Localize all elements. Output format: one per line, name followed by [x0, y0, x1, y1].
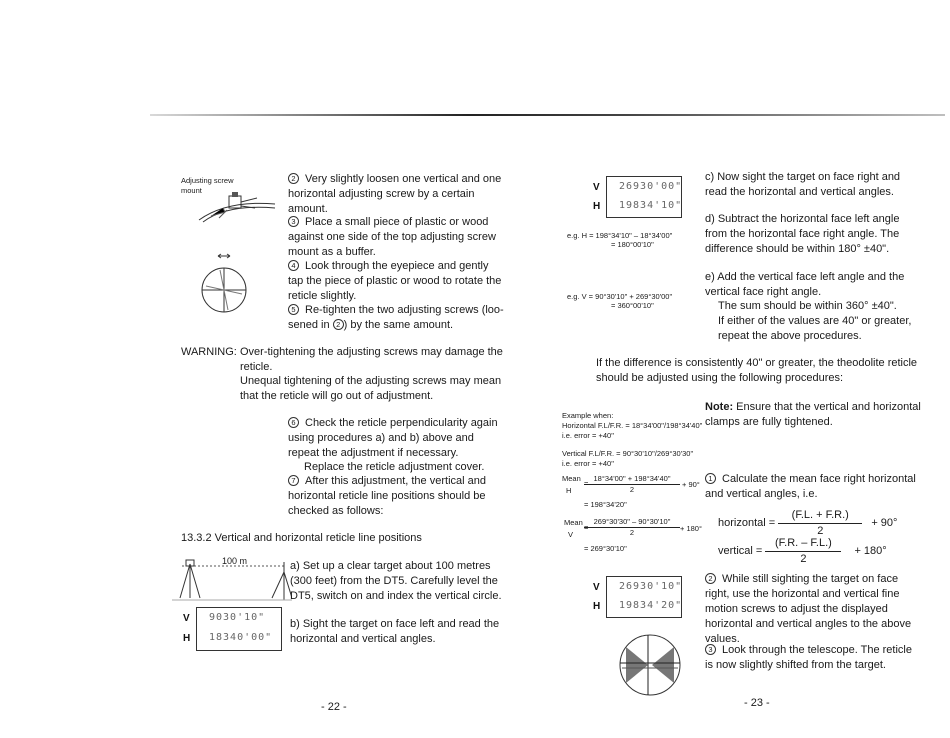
- section-heading: 13.3.2 Vertical and horizontal reticle line positions: [181, 532, 422, 544]
- lcd-display-adjusted: V 26930'10" H 19834'20": [606, 576, 682, 618]
- note-label: Note:: [705, 401, 734, 413]
- step-number-4: 4: [288, 260, 299, 271]
- formula-vertical: vertical = $\frac{(F.R. - F.L.)}{2}$ + 180°: [718, 537, 887, 565]
- step-number-3-right: 3: [705, 644, 716, 655]
- mean-v-axis: V: [568, 530, 574, 539]
- telescope-view-diagram: [618, 633, 682, 697]
- right-step-3: 3 Look through the telescope. The reticle is now slightly shifted from the target.: [705, 644, 912, 671]
- left-step-6-cover: Replace the reticle adjustment cover.: [304, 461, 485, 473]
- lcd-display-face-right: V 26930'00" H 19834'10": [606, 176, 682, 218]
- right-step-2: 2 While still sighting the target on face right, use the horizontal and vertical fine motion screws to adjust the displayed horizontal and vertical angles to the above values.: [705, 573, 912, 645]
- left-step-3: 3 Place a small piece of plastic or wood against one side of the top adjusting screw mount as a buffer.: [288, 216, 496, 258]
- warning-label: WARNING:: [181, 346, 237, 358]
- fig-label-adjusting-screw: Adjusting screw mount: [181, 176, 234, 195]
- step-number-5: 5: [288, 304, 299, 315]
- top-rule: [150, 114, 945, 116]
- left-step-5: 5 Re-tighten the two adjusting screws (loo- sened in 2 ) by the same amount.: [288, 304, 504, 331]
- mean-h-fraction: 18°34'00" + 198°34'40" 2: [584, 474, 680, 495]
- left-step-6: 6 Check the reticle perpendicularity again using procedures a) and b) above and repeat the adjustment if necessary.: [288, 417, 498, 459]
- mean-v-fraction: 269°30'30" – 90°30'10" 2: [584, 517, 680, 538]
- left-step-a: a) Set up a clear target about 100 metres (300 feet) from the DT5. Carefully level the DT5, switch on and index the vertical circle.: [290, 560, 502, 602]
- right-step-e: e) Add the vertical face left angle and the vertical face right angle.: [705, 271, 905, 298]
- step-number-7: 7: [288, 475, 299, 486]
- right-step-c: c) Now sight the target on face right and read the horizontal and vertical angles.: [705, 171, 901, 198]
- mean-v-result: = 269°30'10": [584, 544, 627, 553]
- example-h-1: e.g. H = 198°34'10" – 18°34'00": [567, 231, 673, 240]
- page-number-left: - 22 -: [321, 701, 347, 713]
- right-step-1: 1 Calculate the mean face right horizontal and vertical angles, i.e.: [705, 473, 916, 500]
- left-step-b: b) Sight the target on face left and read the horizontal and vertical angles.: [290, 618, 500, 645]
- step-number-2-right: 2: [705, 573, 716, 584]
- lcd-h-value: 18340'00": [209, 632, 273, 643]
- lcd-display-face-left: V 9030'10" H 18340'00": [196, 607, 282, 651]
- adjusting-screw-illustration: [197, 190, 277, 224]
- step-number-3: 3: [288, 216, 299, 227]
- right-step-d: d) Subtract the horizontal face left angle from the horizontal face right angle. The difference should be within 180° ±40".: [705, 213, 900, 255]
- mean-v-plus: + 180°: [680, 524, 702, 533]
- left-step-4: 4 Look through the eyepiece and gently tap the piece of plastic or wood to rotate the reticle slightly.: [288, 260, 502, 302]
- example-h-2: = 180°00'10": [611, 240, 654, 249]
- example-v-2: = 360°00'10": [611, 301, 654, 310]
- difference-paragraph: If the difference is consistently 40" or greater, the theodolite reticle should be adjusted using the following procedures:: [596, 357, 918, 384]
- example-v-1: e.g. V = 90°30'10" + 269°30'00": [567, 292, 673, 301]
- page-number-right: - 23 -: [744, 697, 770, 709]
- mean-h-result: = 198°34'20": [584, 500, 627, 509]
- right-step-e-sum: The sum should be within 360° ±40".: [718, 300, 897, 312]
- warning-text-1: Over-tightening the adjusting screws may damage the reticle.: [240, 346, 503, 373]
- step-number-6: 6: [288, 417, 299, 428]
- example-when-block: Example when: Horizontal F.L/F.R. = 18°34'00"/198°34'40" i.e. error = +40" Vertical F.L/F.R. = 90°30'10"/269°30'30" i.e. error = +40": [562, 411, 703, 468]
- mean-h-eq: =: [584, 479, 589, 488]
- mean-h-label: Mean: [562, 474, 581, 483]
- left-step-7: 7 After this adjustment, the vertical and horizontal reticle line positions should be checked as follows:: [288, 475, 486, 517]
- mean-v-label: Mean: [564, 518, 583, 527]
- warning-text-2: Unequal tightening of the adjusting screws may mean that the reticle will go out of adjustment.: [240, 375, 502, 402]
- formula-horizontal: horizontal = $\frac{(F.L. + F.R.)}{2}$ + 90°: [718, 509, 898, 537]
- mean-h-axis: H: [566, 486, 572, 495]
- reticle-diagram: [200, 252, 248, 324]
- distance-label: 100 m: [222, 556, 248, 566]
- step-number-2: 2: [288, 173, 299, 184]
- mean-h-plus: + 90°: [682, 480, 700, 489]
- right-step-e-repeat: If either of the values are 40" or greater, repeat the above procedures.: [718, 315, 912, 342]
- mean-v-eq: =: [584, 523, 589, 532]
- note: Note: Ensure that the vertical and horizontal clamps are fully tightened.: [705, 401, 921, 428]
- lcd-v-value: 9030'10": [209, 612, 266, 623]
- left-step-2: 2 Very slightly loosen one vertical and one horizontal adjusting screw by a certain amount.: [288, 173, 502, 215]
- step-number-1: 1: [705, 473, 716, 484]
